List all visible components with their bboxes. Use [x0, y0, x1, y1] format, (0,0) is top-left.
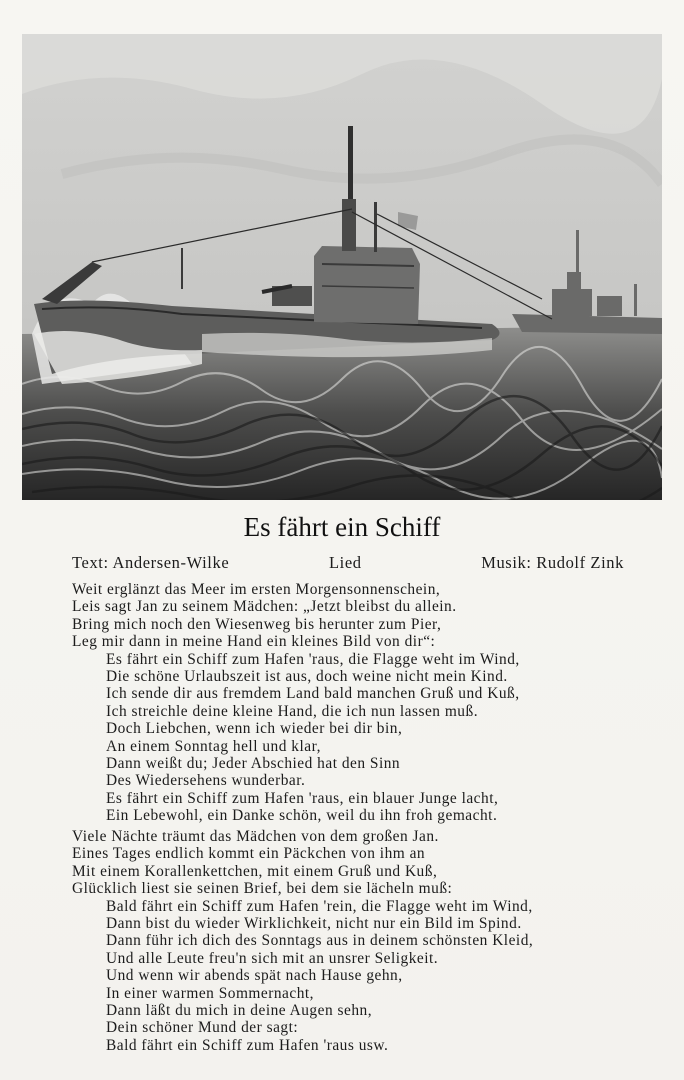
lyric-line: Und wenn wir abends spät nach Hause gehn,	[106, 967, 403, 985]
lyric-line: Es fährt ein Schiff zum Hafen 'raus, die Flagge weht im Wind,	[106, 650, 520, 668]
genre-label: Lied	[329, 553, 362, 572]
lyric-line: Dein schöner Mund der sagt:	[106, 1019, 299, 1037]
lyric-line: Dann bist du wieder Wirklichkeit, nicht nur ein Bild im Spind.	[106, 914, 522, 932]
verse-1	[72, 581, 632, 824]
lyric-line: Ein Lebewohl, ein Danke schön, weil du ihn froh gemacht.	[106, 807, 498, 825]
lyric-line: Eines Tages endlich kommt ein Päckchen von ihm an	[72, 845, 426, 863]
lyric-line: Ich sende dir aus fremdem Land bald manchen Gruß und Kuß,	[106, 685, 520, 703]
submarine-drawing	[22, 34, 662, 500]
song-credits	[72, 553, 624, 575]
lyric-line: Dann weißt du; Jeder Abschied hat den Sinn	[106, 754, 401, 772]
lyric-line: Und alle Leute freu'n sich mit an unsrer Seligkeit.	[106, 949, 439, 967]
lyric-line: Des Wiedersehens wunderbar.	[106, 772, 306, 790]
lyric-line: Es fährt ein Schiff zum Hafen 'raus, ein blauer Junge lacht,	[106, 789, 499, 807]
lyric-line: Mit einem Korallenkettchen, mit einem Gruß und Kuß,	[72, 862, 438, 880]
lyric-line: Bring mich noch den Wiesenweg bis herunter zum Pier,	[72, 615, 442, 633]
composer-credit: Musik: Rudolf Zink	[481, 553, 624, 572]
lyric-line: Weit erglänzt das Meer im ersten Morgensonnenschein,	[72, 581, 441, 598]
lyric-line: Leis sagt Jan zu seinem Mädchen: „Jetzt bleibst du allein.	[72, 598, 457, 616]
lyric-line: Dann führ ich dich des Sonntags aus in deinem schönsten Kleid,	[106, 932, 534, 950]
verse-2	[72, 828, 632, 1054]
lyric-line: Bald fährt ein Schiff zum Hafen 'raus usw.	[106, 1036, 389, 1054]
lyric-line: In einer warmen Sommernacht,	[106, 984, 315, 1002]
lyric-line: Glücklich liest sie seinen Brief, bei dem sie lächeln muß:	[72, 880, 453, 898]
song-title: Es fährt ein Schiff	[243, 512, 441, 542]
lyric-line: Ich streichle deine kleine Hand, die ich nun lassen muß.	[106, 702, 479, 720]
lyric-line: Bald fährt ein Schiff zum Hafen 'rein, die Flagge weht im Wind,	[106, 897, 533, 915]
lyricist-credit: Text: Andersen-Wilke	[72, 553, 230, 572]
lyric-line: Doch Liebchen, wenn ich wieder bei dir bin,	[106, 720, 403, 738]
lyric-line: Viele Nächte träumt das Mädchen von dem großen Jan.	[72, 828, 439, 845]
lyric-line: An einem Sonntag hell und klar,	[106, 737, 321, 755]
lyric-line: Dann läßt du mich in deine Augen sehn,	[106, 1001, 373, 1019]
lyric-line: Die schöne Urlaubszeit ist aus, doch weine nicht mein Kind.	[106, 667, 508, 685]
lyric-line: Leg mir dann in meine Hand ein kleines Bild von dir“:	[72, 633, 436, 651]
submarine-illustration	[22, 34, 662, 500]
